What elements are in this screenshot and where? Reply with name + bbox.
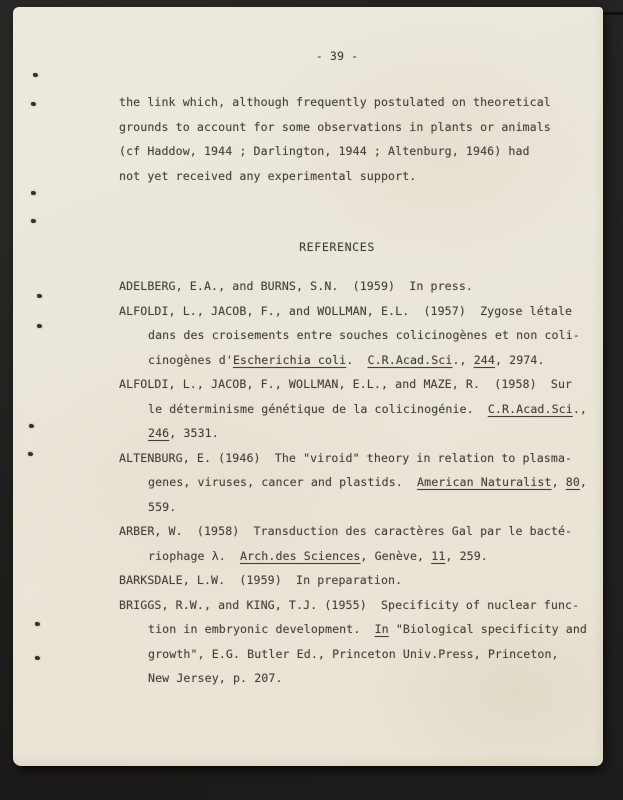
mat-edge-line	[600, 12, 623, 15]
reference-entry	[119, 519, 587, 568]
text-segment: .	[346, 352, 368, 367]
reference-line	[148, 642, 587, 667]
reference-line	[148, 421, 587, 446]
underlined-text: Escherichia coli	[232, 352, 347, 367]
text-segment: ALFOLDI, L., JACOB, F., WOLLMAN, E.L., and MAZE, R. (1958) Sur	[119, 377, 573, 391]
reference-line	[148, 666, 587, 691]
text-segment: , 2974.	[494, 352, 545, 367]
reference-entry	[119, 372, 587, 446]
text-segment: ALFOLDI, L., JACOB, F., and WOLLMAN, E.L. (1957) Zygose létale	[119, 303, 573, 318]
reference-line	[148, 348, 587, 373]
reference-line	[148, 617, 587, 642]
reference-line	[119, 446, 587, 471]
margin-speck	[31, 219, 36, 223]
paragraph-line: grounds to account for some observations in plants or animals	[119, 119, 551, 134]
underlined-text: 80	[565, 475, 580, 489]
text-segment: ,	[579, 475, 588, 489]
paragraph-line: the link which, although frequently postulated on theoretical	[119, 95, 551, 109]
references-list	[119, 274, 587, 691]
document-page	[13, 7, 603, 766]
reference-entry	[119, 274, 587, 299]
margin-speck	[29, 424, 34, 428]
typewritten-text-column	[119, 7, 588, 766]
margin-speck	[35, 622, 40, 626]
text-segment: .,	[452, 352, 474, 367]
underlined-text: Arch.des Sciences	[240, 548, 361, 563]
reference-line	[119, 299, 587, 324]
reference-line	[148, 495, 587, 520]
reference-entry	[119, 446, 587, 520]
text-segment: growth", E.G. Butler Ed., Princeton Univ.Press, Princeton,	[148, 646, 559, 661]
text-segment: , Genève,	[360, 548, 432, 563]
text-segment: le déterminisme génétique de la colicinogénie.	[148, 401, 488, 416]
references-heading: REFERENCES	[299, 240, 375, 254]
text-segment: BRIGGS, R.W., and KING, T.J. (1955) Specificity of nuclear func-	[119, 597, 580, 612]
text-segment: genes, viruses, cancer and plastids.	[148, 475, 418, 489]
underlined-text: 244	[473, 352, 495, 367]
margin-speck	[33, 73, 38, 77]
underlined-text: 11	[431, 548, 446, 563]
underlined-text: C.R.Acad.Sci	[487, 401, 573, 416]
text-segment: ALTENBURG, E. (1946) The "viroid" theory in relation to plasma-	[119, 450, 573, 465]
text-segment: tion in embryonic development.	[148, 622, 375, 636]
text-segment: ADELBERG, E.A., and BURNS, S.N. (1959) In press.	[119, 279, 474, 293]
text-segment: New Jersey, p. 207.	[148, 671, 283, 685]
paragraph-line: (cf Haddow, 1944 ; Darlington, 1944 ; Altenburg, 1946) had	[119, 144, 530, 158]
reference-entry	[119, 593, 587, 691]
reference-line	[148, 323, 587, 348]
text-segment: .,	[572, 401, 587, 416]
reference-line	[119, 274, 587, 299]
underlined-text: 246	[148, 426, 170, 440]
text-segment: cinogènes d'	[148, 352, 233, 367]
text-segment: , 3531.	[169, 426, 219, 440]
reference-line	[119, 568, 587, 593]
margin-speck	[37, 324, 42, 328]
margin-speck	[35, 656, 40, 660]
text-segment: , 259.	[445, 548, 488, 563]
margin-speck	[31, 102, 36, 106]
reference-line	[119, 519, 587, 544]
body-paragraph	[119, 90, 551, 188]
margin-speck	[37, 294, 42, 298]
text-segment: ARBER, W. (1958) Transduction des caractères Gal par le bacté-	[119, 524, 573, 538]
text-segment: ,	[551, 475, 566, 489]
page-number: - 39 -	[315, 49, 359, 63]
reference-line	[148, 397, 587, 422]
underlined-text: In	[374, 622, 389, 636]
text-segment: dans des croisements entre souches colicinogènes et non coli-	[148, 328, 580, 342]
paragraph-line: not yet received any experimental support.	[119, 168, 417, 183]
underlined-text: C.R.Acad.Sci	[367, 352, 453, 367]
reference-entry	[119, 299, 587, 373]
text-segment: BARKSDALE, L.W. (1959) In preparation.	[119, 573, 403, 587]
reference-line	[119, 372, 587, 397]
underlined-text: American Naturalist	[417, 475, 552, 489]
reference-line	[148, 470, 587, 495]
reference-entry	[119, 568, 587, 593]
text-segment: 559.	[148, 499, 177, 514]
reference-line	[148, 544, 587, 569]
text-segment: "Biological specificity and	[388, 622, 587, 636]
margin-speck	[28, 452, 33, 456]
margin-speck	[31, 191, 36, 195]
reference-line	[119, 593, 587, 618]
text-segment: riophage λ.	[148, 548, 241, 563]
